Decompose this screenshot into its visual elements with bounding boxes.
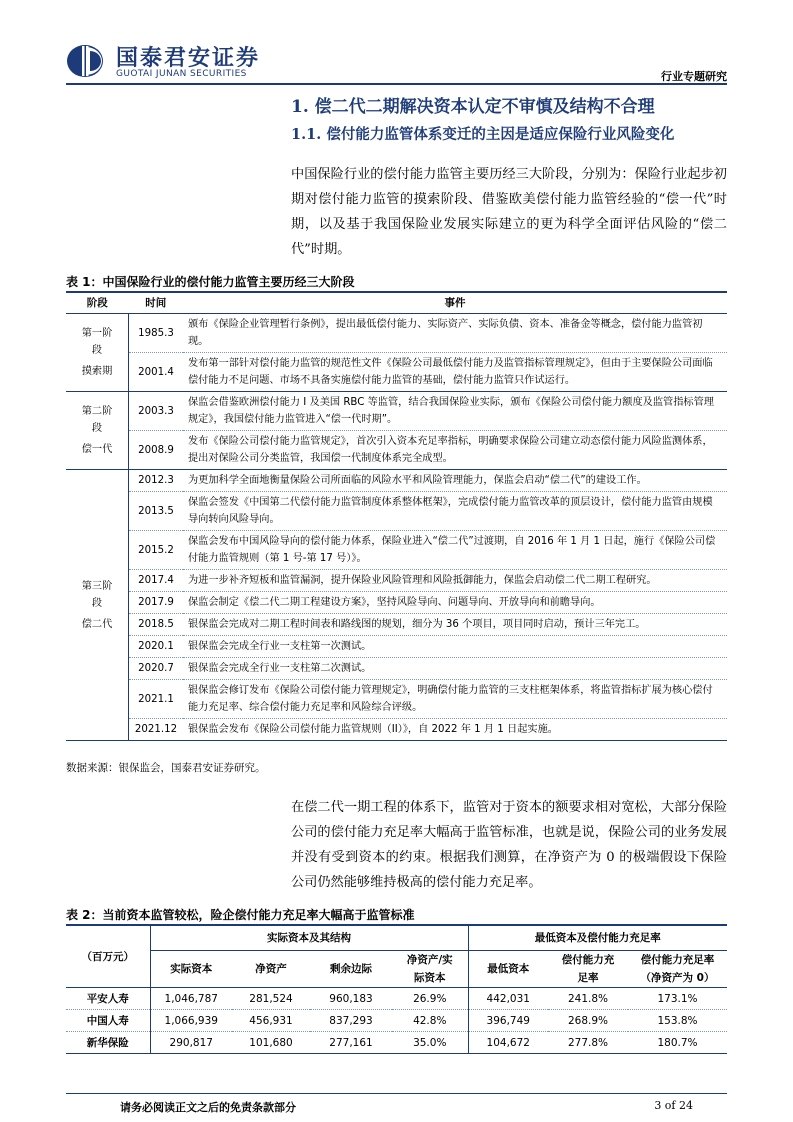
value-cell: 104,672 bbox=[468, 1032, 548, 1054]
event-cell: 保监会发布中国风险导向的偿付能力体系，保险业进入“偿二代”过渡期，自 2016 年 1 月 1 日起，施行《保险公司偿付能力监管规则（第 1 号-第 17 号）》。 bbox=[183, 531, 727, 570]
year-cell: 2015.2 bbox=[129, 531, 184, 570]
intro-paragraph: 中国保险行业的偿付能力监管主要历经三大阶段，分别为：保险行业起步初期对偿付能力监管的摸索阶段、借鉴欧美偿付能力监管经验的“偿一代”时期，以及基于我国保险业发展实际建立的更为科学全面评估风险的“偿二代”时期。 bbox=[291, 167, 727, 257]
value-cell: 42.8% bbox=[392, 1010, 468, 1032]
value-cell: 277,161 bbox=[310, 1032, 392, 1054]
value-cell: 173.1% bbox=[628, 988, 727, 1010]
col-header-ratio: 净资产/实 际资本 bbox=[392, 951, 468, 988]
year-cell: 2003.3 bbox=[129, 392, 184, 431]
value-cell: 456,931 bbox=[232, 1010, 310, 1032]
col-header-residual-margin: 剩余边际 bbox=[310, 951, 392, 988]
footer-disclaimer: 请务必阅读正文之后的免责条款部分 bbox=[120, 1101, 296, 1114]
event-cell: 银保监会修订发布《保险公司偿付能力管理规定》，明确偿付能力监管的三支柱框架体系，将监管指标扩展为核心偿付能力充足率、综合偿付能力充足率和风险综合评级。 bbox=[183, 680, 727, 719]
table-row bbox=[66, 470, 727, 492]
event-cell: 发布《保险公司偿付能力监管规定》，首次引入资本充足率指标，明确要求保险公司建立动态偿付能力风险监测体系，提出对保险公司分类监管，我国偿一代制度体系完全成型。 bbox=[183, 431, 727, 470]
table-row bbox=[66, 658, 727, 680]
event-cell: 银保监会完成全行业一支柱第二次测试。 bbox=[183, 658, 727, 680]
table-row bbox=[66, 314, 727, 353]
table-row bbox=[66, 431, 727, 470]
col-header-event: 事件 bbox=[183, 293, 727, 314]
col-header-stage: 阶段 bbox=[66, 293, 129, 314]
table-row bbox=[66, 492, 727, 531]
unit-label: （百万元） bbox=[66, 926, 150, 988]
year-cell: 2020.1 bbox=[129, 636, 184, 658]
value-cell: 290,817 bbox=[150, 1032, 232, 1054]
table-row bbox=[66, 1032, 727, 1054]
table-row bbox=[66, 353, 727, 392]
company-name: 平安人寿 bbox=[66, 988, 150, 1010]
year-cell: 2021.12 bbox=[129, 719, 184, 741]
analysis-paragraph: 在偿二代一期工程的体系下，监管对于资本的额要求相对宽松，大部分保险公司的偿付能力充足率大幅高于监管标准，也就是说，保险公司的业务发展并没有受到资本的约束。根据我们测算，在净资产为 0 的极端假设下保险公司仍然能够维持极高的偿付能力充足率。 bbox=[291, 800, 727, 890]
event-cell: 银保监会完成对二期工程时间表和路线图的规划，细分为 36 个项目，项目同时启动，预计三年完工。 bbox=[183, 614, 727, 636]
brand-name-cn: 国泰君安证券 bbox=[116, 46, 261, 71]
table-row bbox=[66, 570, 727, 592]
table1-caption: 表 1：中国保险行业的偿付能力监管主要历经三大阶段 bbox=[66, 275, 355, 289]
year-cell: 2013.5 bbox=[129, 492, 184, 531]
brand-name-en: GUOTAI JUNAN SECURITIES bbox=[116, 69, 247, 79]
company-name: 新华保险 bbox=[66, 1032, 150, 1054]
stages-table bbox=[66, 293, 727, 741]
year-cell: 2021.1 bbox=[129, 680, 184, 719]
report-type: 行业专题研究 bbox=[661, 70, 727, 83]
table-row bbox=[66, 636, 727, 658]
table-row bbox=[66, 392, 727, 431]
value-cell: 35.0% bbox=[392, 1032, 468, 1054]
section-title: 1. 偿二代二期解决资本认定不审慎及结构不合理 bbox=[291, 97, 655, 117]
value-cell: 241.8% bbox=[548, 988, 628, 1010]
table-row bbox=[66, 680, 727, 719]
value-cell: 837,293 bbox=[310, 1010, 392, 1032]
year-cell: 2017.9 bbox=[129, 592, 184, 614]
group-header-actual-capital: 实际资本及其结构 bbox=[150, 926, 468, 951]
company-name: 中国人寿 bbox=[66, 1010, 150, 1032]
value-cell: 277.8% bbox=[548, 1032, 628, 1054]
value-cell: 26.9% bbox=[392, 988, 468, 1010]
event-cell: 银保监会完成全行业一支柱第一次测试。 bbox=[183, 636, 727, 658]
table2-caption: 表 2：当前资本监管较松，险企偿付能力充足率大幅高于监管标准 bbox=[66, 908, 415, 922]
col-header-time: 时间 bbox=[129, 293, 184, 314]
year-cell: 1985.3 bbox=[129, 314, 184, 353]
event-cell: 银保监会发布《保险公司偿付能力监管规则（II）》，自 2022 年 1 月 1 日起实施。 bbox=[183, 719, 727, 741]
value-cell: 180.7% bbox=[628, 1032, 727, 1054]
table-row bbox=[66, 614, 727, 636]
stage-cell: 第一阶 段 摸索期 bbox=[66, 314, 129, 392]
col-header-min-capital: 最低资本 bbox=[468, 951, 548, 988]
table-row bbox=[66, 719, 727, 741]
table-row bbox=[66, 592, 727, 614]
col-header-actual-capital: 实际资本 bbox=[150, 951, 232, 988]
col-header-solvency-ratio: 偿付能力充 足率 bbox=[548, 951, 628, 988]
event-cell: 为进一步补齐短板和监管漏洞，提升保险业风险管理和风险抵御能力，保监会启动偿二代二期工程研究。 bbox=[183, 570, 727, 592]
event-cell: 保监会借鉴欧洲偿付能力 I 及美国 RBC 等监管，结合我国保险业实际，颁布《保险公司偿付能力额度及监管指标管理规定》，我国偿付能力监管进入“偿一代时期”。 bbox=[183, 392, 727, 431]
stage-cell: 第三阶 段 偿二代 bbox=[66, 470, 129, 741]
page-number: 3 of 24 bbox=[654, 1099, 693, 1112]
event-cell: 为更加科学全面地衡量保险公司所面临的风险水平和风险管理能力，保监会启动“偿二代”的建设工作。 bbox=[183, 470, 727, 492]
footer-rule bbox=[66, 1093, 727, 1094]
stage-cell: 第二阶 段 偿一代 bbox=[66, 392, 129, 470]
value-cell: 396,749 bbox=[468, 1010, 548, 1032]
event-cell: 颁布《保险企业管理暂行条例》，提出最低偿付能力、实际资产、实际负债、资本、准备金等概念，偿付能力监管初现。 bbox=[183, 314, 727, 353]
table-row bbox=[66, 1010, 727, 1032]
event-cell: 保监会制定《偿二代二期工程建设方案》，坚持风险导向、问题导向、开放导向和前瞻导向。 bbox=[183, 592, 727, 614]
table-row bbox=[66, 988, 727, 1010]
event-cell: 发布第一部针对偿付能力监管的规范性文件《保险公司最低偿付能力及监管指标管理规定》，但由于主要保险公司面临偿付能力不足问题、市场不具备实施偿付能力监管的基础，偿付能力监管只作试运行。 bbox=[183, 353, 727, 392]
value-cell: 101,680 bbox=[232, 1032, 310, 1054]
value-cell: 960,183 bbox=[310, 988, 392, 1010]
value-cell: 442,031 bbox=[468, 988, 548, 1010]
value-cell: 1,066,939 bbox=[150, 1010, 232, 1032]
solvency-table bbox=[66, 926, 727, 1054]
year-cell: 2012.3 bbox=[129, 470, 184, 492]
value-cell: 1,046,787 bbox=[150, 988, 232, 1010]
subsection-title: 1.1. 偿付能力监管体系变迁的主因是适应保险行业风险变化 bbox=[291, 126, 675, 143]
value-cell: 153.8% bbox=[628, 1010, 727, 1032]
event-cell: 保监会签发《中国第二代偿付能力监管制度体系整体框架》，完成偿付能力监管改革的顶层设计，偿付能力监管由规模导向转向风险导向。 bbox=[183, 492, 727, 531]
table-row bbox=[66, 531, 727, 570]
year-cell: 2020.7 bbox=[129, 658, 184, 680]
header-rule bbox=[66, 83, 727, 85]
year-cell: 2018.5 bbox=[129, 614, 184, 636]
col-header-solvency-ratio-zero: 偿付能力充足率 （净资产为 0） bbox=[628, 951, 727, 988]
company-logo-icon bbox=[66, 44, 104, 78]
year-cell: 2001.4 bbox=[129, 353, 184, 392]
year-cell: 2008.9 bbox=[129, 431, 184, 470]
table1-source: 数据来源：银保监会，国泰君安证券研究。 bbox=[66, 762, 266, 774]
col-header-net-assets: 净资产 bbox=[232, 951, 310, 988]
value-cell: 268.9% bbox=[548, 1010, 628, 1032]
value-cell: 281,524 bbox=[232, 988, 310, 1010]
group-header-min-capital: 最低资本及偿付能力充足率 bbox=[468, 926, 727, 951]
year-cell: 2017.4 bbox=[129, 570, 184, 592]
